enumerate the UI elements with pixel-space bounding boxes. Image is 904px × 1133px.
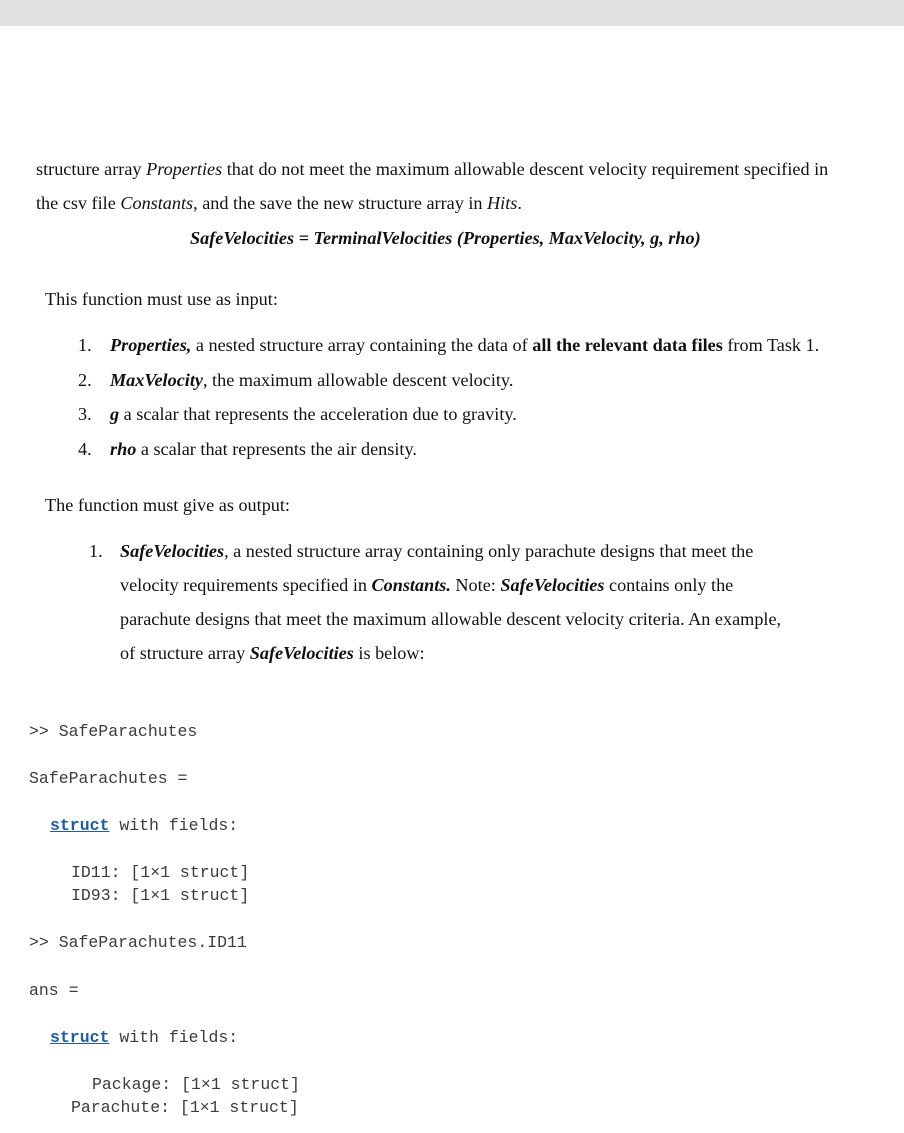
input-heading: This function must use as input:: [45, 289, 278, 309]
input-item-3: g a scalar that represents the acceleration due to gravity.: [110, 404, 517, 424]
input-item-4-number: 4.: [78, 439, 92, 459]
output-item-1-line-3: parachute designs that meet the maximum allowable descent velocity criteria. An example,: [120, 609, 782, 629]
intro-line-2: the csv file Constants, and the save the new structure array in Hits.: [36, 193, 522, 213]
output-item-1-line-2: velocity requirements specified in Constants. Note: SafeVelocities contains only the: [120, 575, 734, 595]
field-parachute: Parachute: [1×1 struct]: [71, 1098, 299, 1117]
console-command-1: >> SafeParachutes: [29, 722, 198, 741]
struct-link-2[interactable]: struct: [50, 1028, 110, 1047]
output-item-1-line-1: SafeVelocities, a nested structure array containing only parachute designs that meet the: [120, 541, 754, 561]
struct-link-1[interactable]: struct: [50, 816, 110, 835]
input-item-4: rho a scalar that represents the air density.: [110, 439, 417, 459]
struct-fields-line-1: struct with fields:: [50, 816, 239, 835]
intro-line-1: structure array Properties that do not meet the maximum allowable descent velocity requirement specified in: [36, 159, 829, 179]
input-item-1-number: 1.: [78, 335, 92, 355]
function-signature: SafeVelocities = TerminalVelocities (Properties, MaxVelocity, g, rho): [190, 228, 701, 248]
field-id93: ID93: [1×1 struct]: [71, 886, 250, 905]
console-result-2: ans =: [29, 981, 79, 1000]
field-id11: ID11: [1×1 struct]: [71, 863, 250, 882]
output-item-1-number: 1.: [89, 541, 103, 561]
top-bar: [0, 0, 904, 26]
struct-fields-line-2: struct with fields:: [50, 1028, 239, 1047]
output-item-1-line-4: of structure array SafeVelocities is below:: [120, 643, 425, 663]
input-item-1: Properties, a nested structure array containing the data of all the relevant data files from Task 1.: [110, 335, 820, 355]
input-item-2-number: 2.: [78, 370, 92, 390]
output-heading: The function must give as output:: [45, 495, 290, 515]
console-result-1: SafeParachutes =: [29, 769, 188, 788]
field-package: Package: [1×1 struct]: [92, 1075, 300, 1094]
input-item-3-number: 3.: [78, 404, 92, 424]
console-command-2: >> SafeParachutes.ID11: [29, 933, 247, 952]
input-item-2: MaxVelocity, the maximum allowable descent velocity.: [110, 370, 514, 390]
